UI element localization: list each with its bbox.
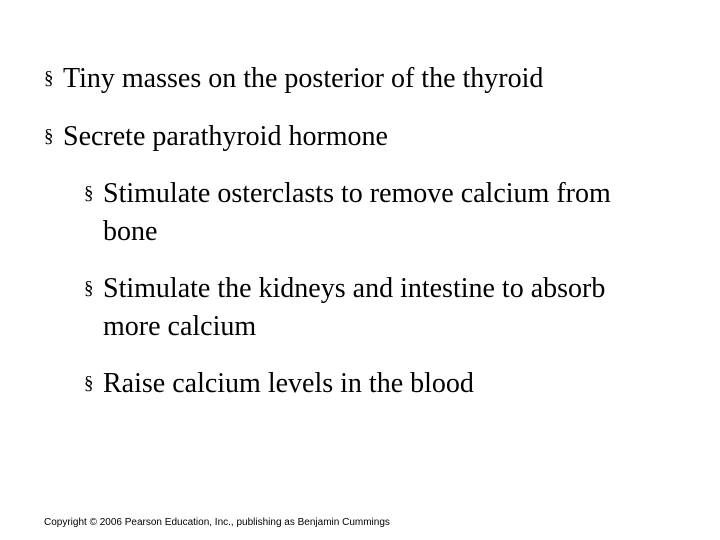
sub-bullet-text: Raise calcium levels in the blood bbox=[103, 368, 474, 399]
square-bullet-icon: § bbox=[84, 278, 94, 299]
square-bullet-icon: § bbox=[84, 373, 94, 394]
bullet-text: Tiny masses on the posterior of the thyroid bbox=[63, 63, 544, 94]
square-bullet-icon: § bbox=[84, 183, 94, 204]
copyright-footer: Copyright © 2006 Pearson Education, Inc., publishing as Benjamin Cummings bbox=[44, 517, 390, 528]
bullet-text: Secrete parathyroid hormone bbox=[63, 121, 388, 152]
sub-bullet-item bbox=[84, 270, 644, 346]
sub-bullet-text: Stimulate osterclasts to remove calcium from bone bbox=[103, 178, 611, 247]
sub-bullet-text: Stimulate the kidneys and intestine to absorb more calcium bbox=[103, 273, 606, 342]
sub-bullet-item bbox=[84, 175, 644, 251]
bullet-item bbox=[44, 60, 543, 98]
bullet-item bbox=[44, 118, 388, 156]
sub-bullet-item bbox=[84, 365, 474, 403]
square-bullet-icon: § bbox=[44, 68, 54, 89]
square-bullet-icon: § bbox=[44, 126, 54, 147]
